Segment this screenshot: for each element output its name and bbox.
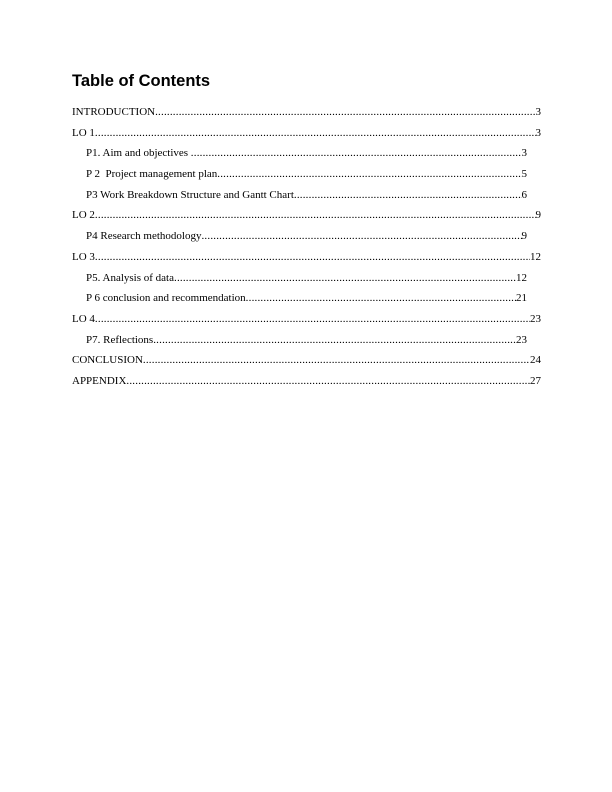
toc-entry-label: LO 1 xyxy=(72,126,95,139)
toc-page-number: 27 xyxy=(530,374,541,387)
toc-entry-lo2[interactable] xyxy=(0,205,612,226)
toc-page-number: 9 xyxy=(535,209,541,222)
toc-leader xyxy=(246,288,516,309)
toc-page-number: 3 xyxy=(535,126,541,139)
toc-leader xyxy=(217,164,521,185)
toc-leader xyxy=(155,102,535,123)
toc-page-number: 3 xyxy=(535,106,541,118)
toc-entry-label: P7. Reflections xyxy=(86,333,154,346)
toc-page-number: 12 xyxy=(516,271,527,284)
toc-entry-appendix[interactable] xyxy=(0,371,612,392)
toc-entry-label: LO 4 xyxy=(72,312,95,325)
toc-leader xyxy=(95,205,536,226)
toc-leader xyxy=(95,123,536,144)
toc-entry-label: LO 2 xyxy=(72,209,95,222)
toc-page-number: 24 xyxy=(530,354,541,367)
toc-page-number: 6 xyxy=(521,188,527,201)
toc-page-number: 23 xyxy=(516,333,527,346)
toc-page-number: 3 xyxy=(521,147,527,160)
toc-entry-label: P3 Work Breakdown Structure and Gantt Chart xyxy=(86,188,294,201)
toc-leader xyxy=(153,330,516,351)
toc-entry-lo4[interactable] xyxy=(0,309,612,330)
toc-entry-p1[interactable] xyxy=(0,143,612,164)
toc-entry-conclusion[interactable] xyxy=(0,350,612,371)
toc-entry-label: APPENDIX xyxy=(72,374,127,387)
toc-page-number: 9 xyxy=(521,230,527,243)
toc-entry-lo1[interactable] xyxy=(0,123,612,144)
toc-entry-p6[interactable] xyxy=(0,288,612,309)
toc-entry-p3[interactable] xyxy=(0,185,612,206)
toc-page-number: 12 xyxy=(530,250,541,263)
toc-page-number: 21 xyxy=(516,292,527,305)
toc-entry-label: LO 3 xyxy=(72,250,95,263)
toc-list xyxy=(0,102,612,392)
toc-leader xyxy=(143,350,530,371)
toc-entry-label: P4 Research methodology xyxy=(86,230,202,243)
toc-entry-p7[interactable] xyxy=(0,330,612,351)
toc-entry-lo3[interactable] xyxy=(0,247,612,268)
toc-entry-p5[interactable] xyxy=(0,268,612,289)
toc-leader xyxy=(174,268,516,289)
toc-entry-label: P5. Analysis of data xyxy=(86,271,174,284)
toc-entry-p4[interactable] xyxy=(0,226,612,247)
toc-entry-label: P 6 conclusion and recommendation xyxy=(86,292,246,305)
toc-entry-label: CONCLUSION xyxy=(72,354,143,367)
toc-leader xyxy=(191,143,522,164)
toc-page-number: 5 xyxy=(521,168,527,181)
toc-entry-label: INTRODUCTION xyxy=(72,106,156,118)
toc-page-number: 23 xyxy=(530,312,541,325)
toc-leader xyxy=(95,247,530,268)
toc-entry-label: P1. Aim and objectives xyxy=(86,147,191,160)
toc-leader xyxy=(126,371,530,392)
toc-leader xyxy=(294,185,522,206)
toc-entry-label: P 2 Project management plan xyxy=(86,168,218,181)
toc-leader xyxy=(95,309,530,330)
toc-title: Table of Contents xyxy=(72,72,211,90)
toc-leader xyxy=(201,226,521,247)
toc-entry-introduction[interactable] xyxy=(0,102,612,123)
toc-entry-p2[interactable] xyxy=(0,164,612,185)
